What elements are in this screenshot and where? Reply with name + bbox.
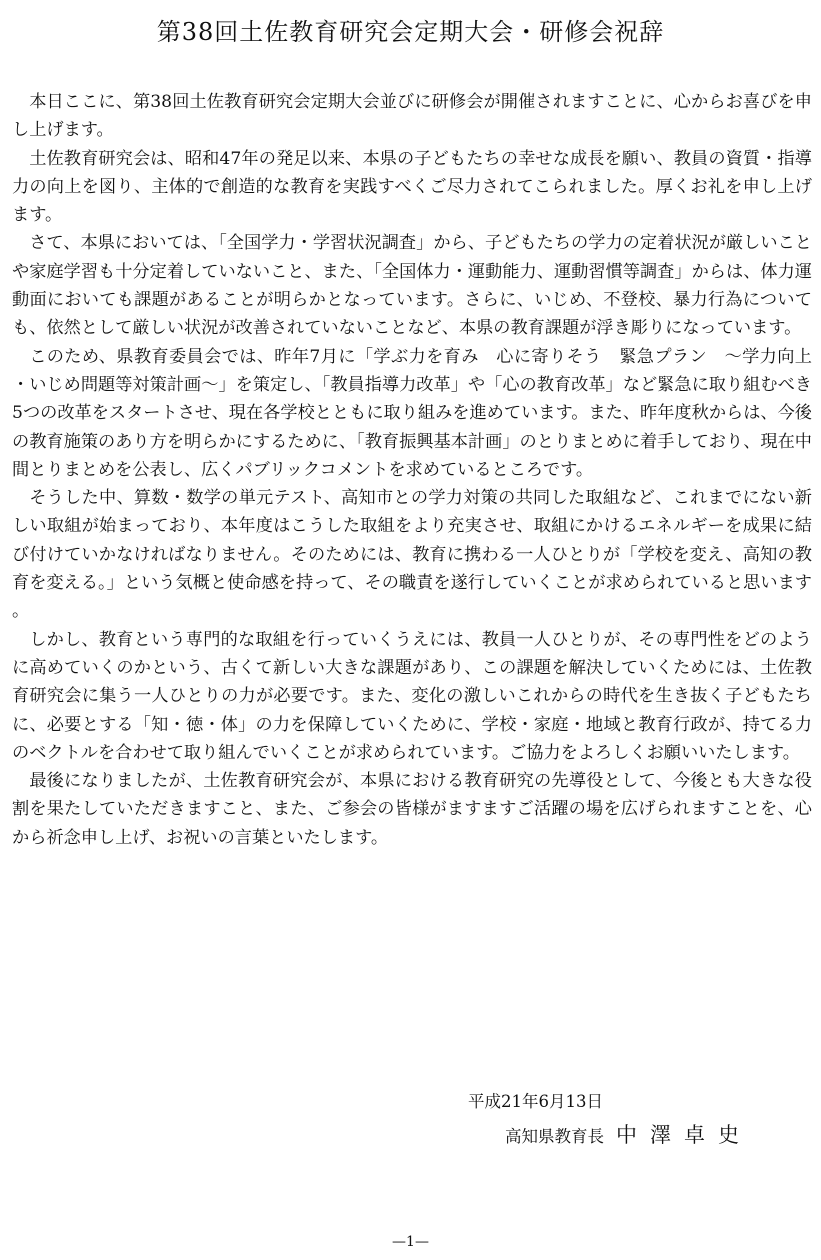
speech-body (12, 88, 812, 852)
paragraph-issues: さて、本県においては、「全国学力・学習状況調査」から、子どもたちの学力の定着状況が厳しいことや家庭学習も十分定着していないこと、また、「全国体力・運動能力、運動習慣等調査」からは、体力運動面においても課題があることが明らかとなっています。さらに、いじめ、不登校、暴力行為についても、依然として厳しい状況が改善されていないことなど、本県の教育課題が浮き彫りになっています。 (12, 233, 812, 339)
paragraph-history: 土佐教育研究会は、昭和47年の発足以来、本県の子どもたちの幸せな成長を願い、教員の資質・指導力の向上を図り、主体的で創造的な教育を実践すべくご尽力されてこられました。厚くお礼を申し上げます。 (12, 148, 812, 226)
speech-date: 平成21年6月13日 (468, 1092, 603, 1111)
paragraph-opening: 本日ここに、第38回土佐教育研究会定期大会並びに研修会が開催されますことに、心からお喜びを申し上げます。 (12, 92, 812, 141)
paragraph-closing: 最後になりましたが、土佐教育研究会が、本県における教育研究の先導役として、今後とも大きな役割を果たしていただきますこと、また、ご参会の皆様がますますご活躍の場を広げられますことを、心から祈念申し上げ、お祝いの言葉といたします。 (12, 771, 812, 848)
page-number: —1— (392, 1234, 429, 1250)
paragraph-expertise: しかし、教育という専門的な取組を行っていくうえには、教員一人ひとりが、その専門性をどのように高めていくのかという、古くて新しい大きな課題があり、この課題を解決していくためには、土佐教育研究会に集う一人ひとりの力が必要です。また、変化の激しいこれからの時代を生き抜く子どもたちに、必要とする「知・徳・体」の力を保障していくために、学校・家庭・地域と教育行政が、持てる力のベクトルを合わせて取り組んでいくことが求められています。ご協力をよろしくお願いいたします。 (12, 629, 812, 763)
paragraph-initiatives: そうした中、算数・数学の単元テスト、高知市との学力対策の共同した取組など、これまでにない新しい取組が始まっており、本年度はこうした取組をより充実させ、取組にかけるエネルギーを成果に結び付けていかなければなりません。そのためには、教育に携わる一人ひとりが「学校を変え、高知の教育を変える。」という気概と使命感を持って、その職責を遂行していくことが求められていると思います。 (12, 488, 812, 622)
document-title: 第38回土佐教育研究会定期大会・研修会祝辞 (156, 18, 665, 46)
signatory-role: 高知県教育長 (505, 1127, 604, 1146)
signature-block (505, 1121, 752, 1151)
signatory-name: 中澤卓史 (616, 1123, 752, 1147)
paragraph-plan: このため、県教育委員会では、昨年7月に「学ぶ力を育み 心に寄りそう 緊急プラン ～学力向上・いじめ問題等対策計画～」を策定し、「教員指導力改革」や「心の教育改革」など緊急に取り組むべき5つの改革をスタートさせ、現在各学校とともに取り組みを進めています。また、昨年度秋からは、今後の教育施策のあり方を明らかにするために、「教育振興基本計画」のとりまとめに着手しており、現在中間とりまとめを公表し、広くパブリックコメントを求めているところです。 (12, 346, 812, 480)
